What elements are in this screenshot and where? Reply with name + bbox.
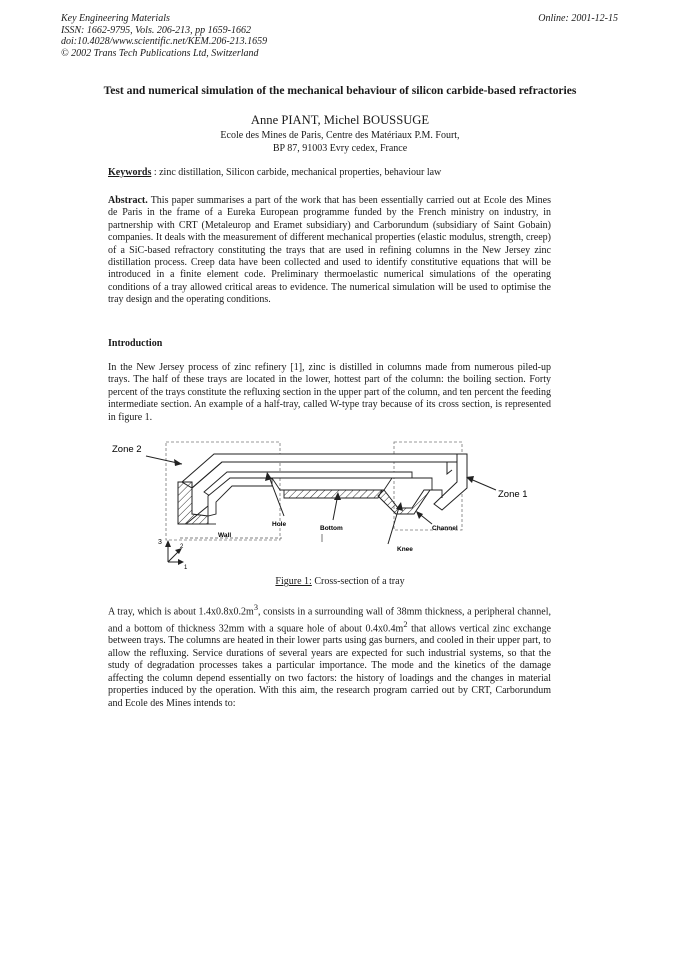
figure-caption [100,576,580,587]
copyright-line: © 2002 Trans Tech Publications Ltd, Switzerland [61,47,259,59]
keywords [108,167,551,179]
superscript-2: 2 [403,619,408,629]
paragraph-2 [108,602,551,710]
paragraph-2-part-3: that allows vertical zinc exchange between trays. The columns are heated in their lower parts using gas burners, and cooled in their upper part, to allow the refluxing. Service durations of several years are expected for such industrial systems, so that the study of degradation processes takes a particular importance. The mode and the kinetics of the damage affecting the column depend essentially on two factors: the history of loadings and the changes in material properties induced by the operation. With this aim, the research program carried out by CRT, Carborundum and Ecole des Mines intends to: [108,623,551,709]
label-channel: Channel [432,525,458,532]
doi-line: doi:10.4028/www.scientific.net/KEM.206-213.1659 [61,36,268,47]
introduction-text: In the New Jersey process of zinc refinery [1], zinc is distilled in columns made from numerous piled-up trays. The half of these trays are located in the lower, hottest part of the column: the boiling section. Forty percent of the trays constitute the refluxing section in the upper part of the column, and ten percent the feeding intermediate section. An example of a half-tray, called W-type tray because of its cross section, is represented in figure 1. [108,362,551,423]
label-zone-1: Zone 1 [498,489,528,500]
journal-header [61,13,618,59]
keywords-text: : zinc distillation, Silicon carbide, mechanical properties, behaviour law [151,167,442,178]
label-zone-2: Zone 2 [112,444,142,455]
label-axis-2: 2 [180,544,184,550]
abstract [108,195,551,307]
affiliation-line-1: Ecole des Mines de Paris, Centre des Matériaux P.M. Fourt, [220,130,460,141]
abstract-label: Abstract. [108,195,148,206]
online-date: Online: 2001-12-15 [538,13,618,24]
label-knee: Knee [397,546,413,553]
paragraph-2-part-2: , consists in a surrounding wall of 38mm thickness, a peripheral channel, and a bottom of thickness 32mm with a square hole of about 0.4x0.4m [108,606,551,635]
label-axis-1: 1 [184,565,188,571]
affiliation-line-2: BP 87, 91003 Evry cedex, France [272,143,408,154]
label-bottom: Bottom [320,525,343,532]
paper-title: Test and numerical simulation of the mechanical behaviour of silicon carbide-based refractories [103,84,577,97]
issn-line: ISSN: 1662-9795, Vols. 206-213, pp 1659-1662 [61,24,251,36]
paragraph-2-part-1: A tray, which is about 1.4x0.8x0.2m [108,606,254,618]
affiliation [100,129,580,155]
figure-1 [112,434,552,574]
superscript-1: 3 [253,603,258,612]
abstract-text: This paper summarises a part of the work that has been essentially carried out at Ecole des Mines de Paris in the frame of a Eureka European programme funded by the French ministry on industry, in partnership with CRT (Metaleurop and Eramet subsidiary) and Carborundum (subsidiary of Saint Gobain) companies. It deals with the measurement of different mechanical properties (elastic modulus, strength, creep) of a SiC-based refractory constituting the trays that are used in refining columns in the New Jersey zinc distillation process. Creep data have been collected and used to identify constitutive equations that will be introduced in a finite element code. Preliminary thermoelastic numerical simulations of the operating conditions of a tray allowed critical areas to evidence. The numerical simulation will be used to optimise the tray design and the operating conditions. [108,195,551,306]
label-axis-3: 3 [158,539,162,546]
caption-text: Cross-section of a tray [311,576,405,587]
introduction-heading: Introduction [108,338,163,349]
label-wall: Wall [218,532,232,539]
keywords-label: Keywords [108,167,152,178]
paper-authors: Anne PIANT, Michel BOUSSUGE [250,113,430,127]
label-hole: Hole [272,521,287,528]
tray-cross-section-drawing [112,434,552,574]
journal-name: Key Engineering Materials [61,13,170,24]
caption-label: Figure 1: [275,576,312,587]
